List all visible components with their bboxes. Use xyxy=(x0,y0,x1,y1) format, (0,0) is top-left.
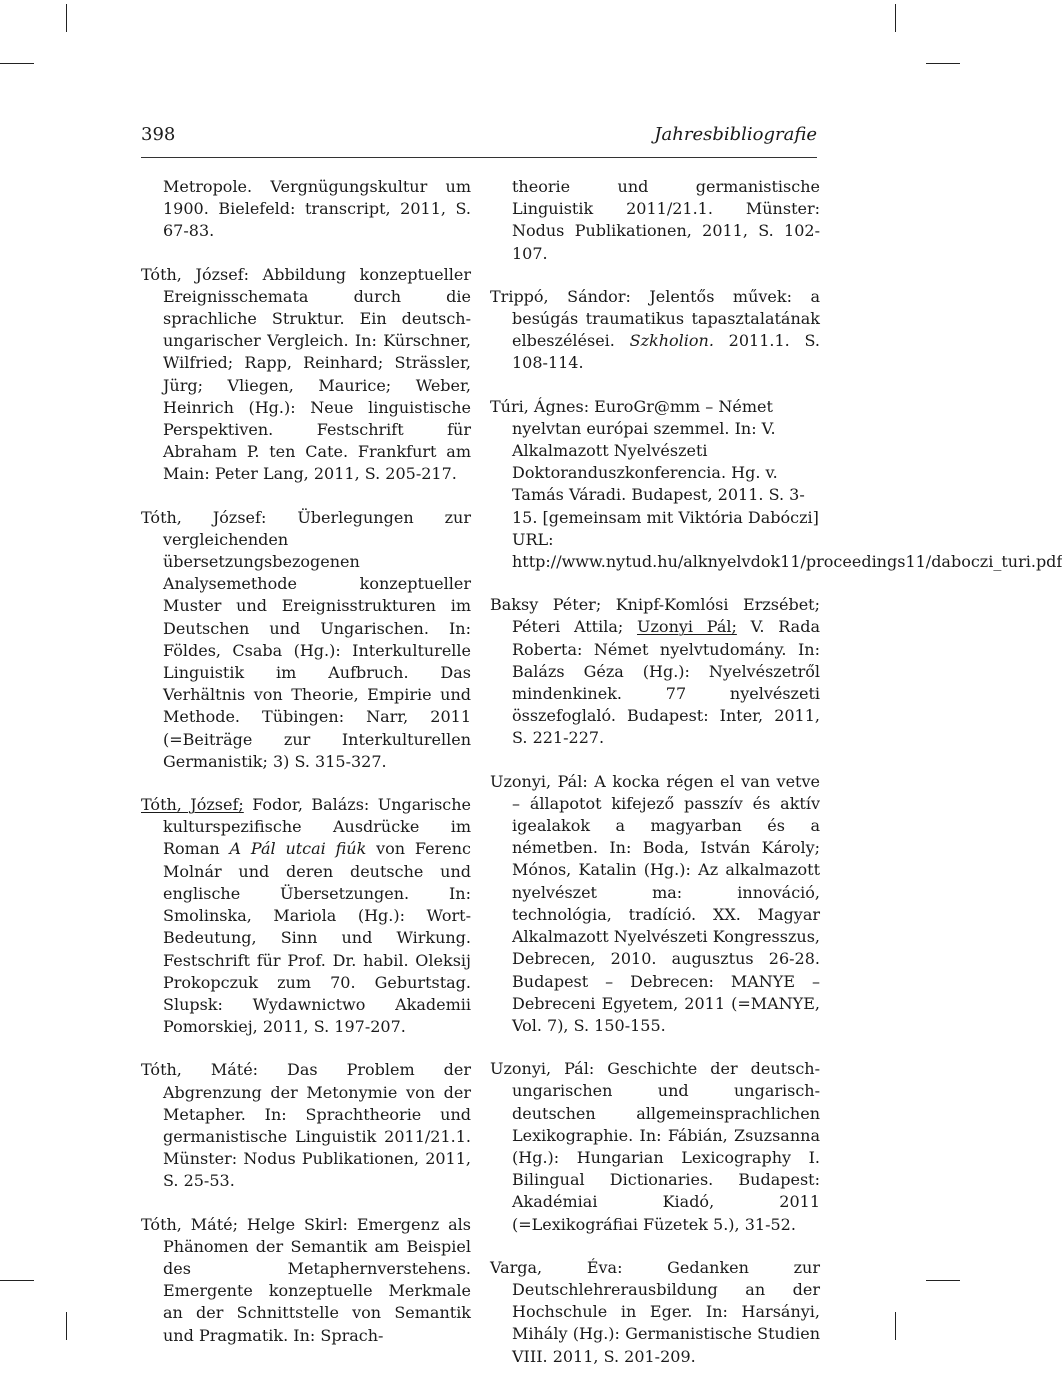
bib-entry xyxy=(141,794,471,1038)
left-column xyxy=(141,176,471,1368)
crop-mark-bottom-left-h xyxy=(0,1280,34,1281)
bib-entry-text: Baksy Péter; Knipf-Komlósi Erzsébet; Péteri Attila; xyxy=(490,595,820,637)
crop-mark-bottom-left xyxy=(66,1312,67,1340)
bib-entry-italic-journal: Szkholion. xyxy=(629,331,714,351)
bib-entry-text: Tóth, József: Überlegungen zur vergleichenden übersetzungsbezogenen Analysemethode konzeptueller Muster und Ereignisstrukturen im Deutschen und Ungarischen. In: Földes, Csaba (Hg.): Interkulturelle Linguistik im Aufbruch. Das Verhältnis von Theorie, Empirie und Methode. Tübingen: Narr, 2011 (=Beiträge zur Interkulturellen Germanistik; 3) S. 315-327. xyxy=(141,507,471,771)
bib-entry xyxy=(141,1214,471,1347)
bib-entry-text: Metropole. Vergnügungskultur um 1900. Bielefeld: transcript, 2011, S. 67-83. xyxy=(163,177,471,241)
bib-entry xyxy=(490,1257,820,1368)
bib-entry xyxy=(490,594,820,749)
bib-entry-continued xyxy=(141,176,471,243)
bib-entry xyxy=(141,264,471,486)
bib-entry-text: Fodor, Balázs: Ungarische kulturspezifische Ausdrücke im Roman xyxy=(163,795,472,859)
bib-entry xyxy=(490,771,820,1037)
bib-entry-author-underlined: Uzonyi Pál; xyxy=(637,617,737,637)
bib-entry xyxy=(490,286,820,375)
bib-entry-italic-title: A Pál utcai fiúk xyxy=(229,839,367,859)
bib-entry xyxy=(141,507,471,773)
bib-entry-text: Trippó, Sándor: Jelentős művek: a besúgás traumatikus tapasztalatának elbeszélései. xyxy=(490,286,820,351)
bib-entry xyxy=(141,1059,471,1192)
header-rule xyxy=(141,157,817,158)
bib-entry-text: 2011.1. S. 108-114. xyxy=(512,331,820,373)
crop-mark-bottom-right xyxy=(895,1312,896,1340)
crop-mark-top-left-h xyxy=(0,63,34,64)
right-column xyxy=(490,176,1062,1389)
crop-mark-top-right xyxy=(895,4,896,32)
bib-entry-text: theorie und germanistische Linguistik 2011/21.1. Münster: Nodus Publikationen, 2011, S. 102-107. xyxy=(512,177,820,263)
bib-entry-text: Uzonyi, Pál: A kocka régen el van vetve – állapotot kifejező passzív és aktív igealakok a magyarban és a németben. In: Boda, István Károly; Mónos, Katalin (Hg.): Az alkalmazott nyelvészet ma: innováció, technológia, tradíció. XX. Magyar Alkalmazott Nyelvészeti Kongresszus, Debrecen, 2010. augusztus 26-28. Budapest – Debrecen: MANYE – Debreceni Egyetem, 2011 (=MANYE, Vol. 7), S. 150-155. xyxy=(490,771,820,1035)
crop-mark-top-right-h xyxy=(926,63,960,64)
bib-entry-text: Uzonyi, Pál: Geschichte der deutsch-ungarischen und ungarisch-deutschen allgemeinsprachlichen Lexikographie. In: Fábián, Zsuzsanna (Hg.): Hungarian Lexicography I. Bilingual Dictionaries. Budapest: Akadémiai Kiadó, 2011 (=Lexikográfiai Füzetek 5.), 31-52. xyxy=(490,1059,820,1234)
bib-entry-text: Varga, Éva: Gedanken zur Deutschlehrerausbildung an der Hochschule in Eger. In: Harsányi, Mihály (Hg.): Germanistische Studien VIII. 2011, S. 201-209. xyxy=(490,1257,820,1366)
bib-entry xyxy=(490,1058,820,1236)
bib-entry-text: Tóth, József: Abbildung konzeptueller Ereignisschemata durch die sprachliche Struktur. Ein deutsch-ungarischer Vergleich. In: Kürschner, Wilfried; Rapp, Reinhard; Strässler, Jürg; Vliegen, Maurice; Weber, Heinrich (Hg.): Neue linguistische Perspektiven. Festschrift für Abraham P. ten Cate. Frankfurt am Main: Peter Lang, 2011, S. 205-217. xyxy=(141,264,471,484)
bib-entry-text: von Ferenc Molnár und deren deutsche und englische Übersetzungen. In: Smolinska, Mariola (Hg.): Wort-Bedeutung, Sinn und Wirkung. Festschrift für Prof. Dr. habil. Oleksij Prokopczuk zum 70. Geburtstag. Slupsk: Wydawnictwo Akademii Pomorskiej, 2011, S. 197-207. xyxy=(163,839,472,1037)
bib-entry-continued xyxy=(490,176,820,265)
running-title: Jahresbibliografie xyxy=(654,124,817,145)
bib-entry-text: Túri, Ágnes: EuroGr@mm – Német nyelvtan európai szemmel. In: V. Alkalmazott Nyelvészeti Doktoranduszkonferencia. Hg. v. Tamás Váradi. Budapest, 2011. S. 3-15. [gemeinsam mit Viktória Dabóczi] URL: http://www.nytud.hu/alknyelvdok11/proceedings11/daboczi_turi.pdf xyxy=(490,396,1062,572)
crop-mark-bottom-right-h xyxy=(926,1280,960,1281)
crop-mark-top-left xyxy=(66,4,67,32)
page-number: 398 xyxy=(141,124,176,145)
bib-entry xyxy=(490,396,1062,574)
bib-entry-text: V. Rada Roberta: Német nyelvtudomány. In: Balázs Géza (Hg.): Nyelvészetről mindenkinek. 77 nyelvészeti összefoglaló. Budapest: Inter, 2011, S. 221-227. xyxy=(512,617,821,748)
bib-entry-text: Tóth, Máté: Das Problem der Abgrenzung der Metonymie von der Metapher. In: Sprachtheorie und germanistische Linguistik 2011/21.1. Münster: Nodus Publikationen, 2011, S. 25-53. xyxy=(141,1060,471,1191)
bib-entry-text: Tóth, Máté; Helge Skirl: Emergenz als Phänomen der Semantik am Beispiel des Metaphernverstehens. Emergente konzeptuelle Merkmale an der Schnittstelle von Semantik und Pragmatik. In: Sprach- xyxy=(141,1214,471,1345)
bib-entry-author-underlined: Tóth, József; xyxy=(141,795,244,815)
